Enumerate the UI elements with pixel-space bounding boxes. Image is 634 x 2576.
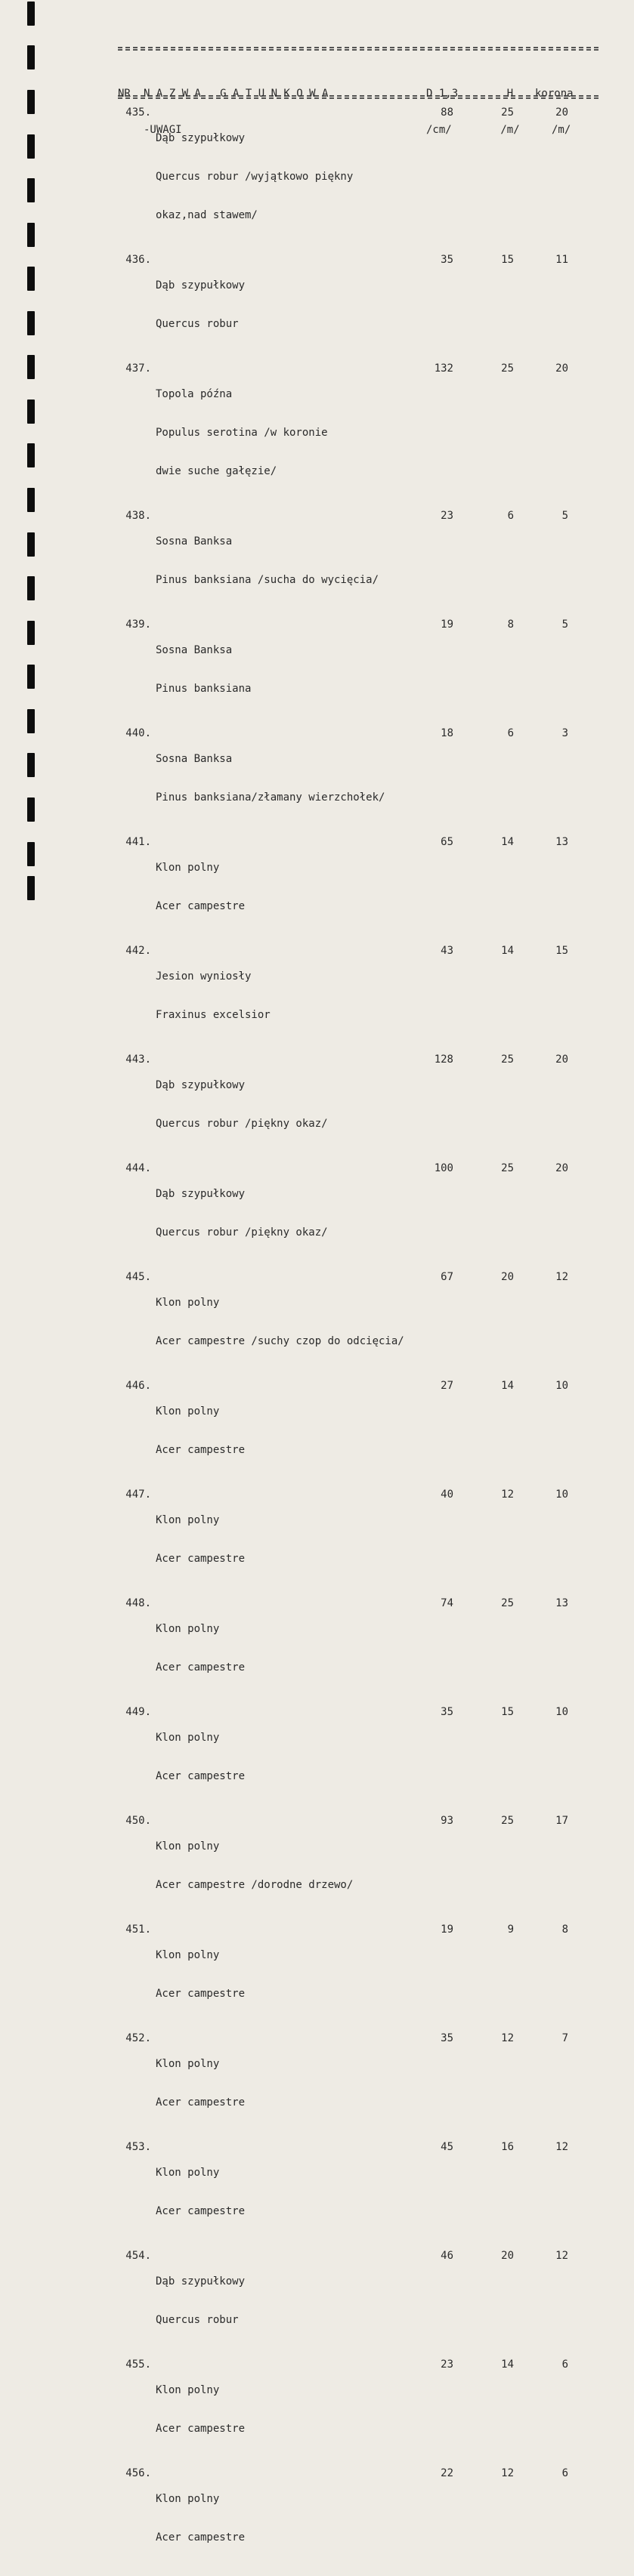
table-row bbox=[113, 1162, 612, 1265]
table-row bbox=[113, 1706, 612, 1809]
row-height: 20 bbox=[501, 2250, 514, 2262]
row-number: 451. bbox=[125, 1924, 151, 1936]
row-crown: 12 bbox=[555, 2250, 568, 2262]
column-header-nr bbox=[118, 63, 131, 112]
row-crown: 6 bbox=[561, 2359, 568, 2371]
row-number: 454. bbox=[125, 2250, 151, 2262]
species-latin-name: Quercus robur /piękny okaz/ bbox=[156, 1226, 328, 1239]
row-crown: 12 bbox=[555, 1271, 568, 1283]
row-crown: 10 bbox=[555, 1489, 568, 1501]
header-diameter-label: D 1,3 bbox=[426, 88, 459, 100]
row-crown: 17 bbox=[555, 1815, 568, 1827]
species-latin-name: Acer campestre bbox=[156, 2423, 246, 2435]
tree-inventory-table bbox=[113, 106, 612, 2576]
row-height: 14 bbox=[501, 1380, 514, 1392]
species-latin-name: Acer campestre bbox=[156, 2096, 246, 2109]
species-latin-name: Fraxinus excelsior bbox=[156, 1009, 271, 1021]
row-number: 450. bbox=[125, 1815, 151, 1827]
row-number: 456. bbox=[125, 2467, 151, 2479]
species-latin-name: Pinus banksiana bbox=[156, 683, 252, 695]
row-diameter: 128 bbox=[434, 1054, 453, 1066]
row-crown: 13 bbox=[555, 1597, 568, 1609]
row-height: 16 bbox=[501, 2141, 514, 2153]
row-number: 440. bbox=[125, 727, 151, 739]
row-species bbox=[156, 1489, 612, 1591]
binding-hole bbox=[27, 532, 35, 557]
row-crown: 13 bbox=[555, 836, 568, 848]
table-row bbox=[113, 836, 612, 939]
row-crown: 20 bbox=[555, 1162, 568, 1174]
header-crown-label: korona bbox=[535, 88, 574, 100]
species-common-name: Klon polny bbox=[156, 2493, 220, 2505]
row-diameter: 35 bbox=[441, 1706, 453, 1718]
species-latin-name: Pinus banksiana /sucha do wycięcia/ bbox=[156, 574, 379, 586]
row-height: 25 bbox=[501, 362, 514, 375]
row-species bbox=[156, 1924, 612, 2026]
row-height: 12 bbox=[501, 1489, 514, 1501]
row-diameter: 46 bbox=[441, 2250, 453, 2262]
binding-hole bbox=[27, 355, 35, 379]
row-height: 8 bbox=[507, 619, 514, 631]
row-height: 15 bbox=[501, 254, 514, 266]
header-remarks-label: -UWAGI bbox=[144, 124, 182, 136]
row-species bbox=[156, 2032, 612, 2135]
species-latin-name: Quercus robur bbox=[156, 318, 239, 330]
row-diameter: 35 bbox=[441, 2032, 453, 2044]
table-row bbox=[113, 254, 612, 356]
row-diameter: 19 bbox=[441, 1924, 453, 1936]
row-species bbox=[156, 1706, 612, 1809]
species-remarks: okaz,nad stawem/ bbox=[156, 209, 258, 221]
row-diameter: 22 bbox=[441, 2467, 453, 2479]
binding-hole bbox=[27, 90, 35, 114]
row-species bbox=[156, 362, 612, 504]
binding-hole bbox=[27, 400, 35, 424]
row-diameter: 40 bbox=[441, 1489, 453, 1501]
row-crown: 7 bbox=[561, 2032, 568, 2044]
row-height: 14 bbox=[501, 836, 514, 848]
binding-hole bbox=[27, 45, 35, 69]
species-common-name: Klon polny bbox=[156, 1297, 220, 1309]
species-common-name: Klon polny bbox=[156, 2167, 220, 2179]
table-row bbox=[113, 2250, 612, 2352]
row-crown: 10 bbox=[555, 1380, 568, 1392]
species-latin-name: Quercus robur /wyjątkowo piękny bbox=[156, 171, 354, 183]
binding-hole bbox=[27, 178, 35, 202]
row-species bbox=[156, 619, 612, 721]
row-diameter: 74 bbox=[441, 1597, 453, 1609]
row-crown: 20 bbox=[555, 362, 568, 375]
row-crown: 20 bbox=[555, 106, 568, 119]
table-row bbox=[113, 945, 612, 1047]
species-common-name: Topola późna bbox=[156, 388, 233, 400]
species-latin-name: Populus serotina /w koronie bbox=[156, 427, 328, 439]
table-row bbox=[113, 619, 612, 721]
table-row bbox=[113, 1597, 612, 1700]
row-crown: 5 bbox=[561, 510, 568, 522]
header-height-label: H bbox=[506, 88, 514, 100]
row-height: 25 bbox=[501, 1815, 514, 1827]
row-number: 437. bbox=[125, 362, 151, 375]
row-number: 455. bbox=[125, 2359, 151, 2371]
species-common-name: Dąb szypułkowy bbox=[156, 2275, 246, 2288]
row-height: 25 bbox=[501, 1162, 514, 1174]
species-remarks: dwie suche gałęzie/ bbox=[156, 465, 277, 477]
row-diameter: 23 bbox=[441, 2359, 453, 2371]
table-row bbox=[113, 2467, 612, 2570]
species-common-name: Dąb szypułkowy bbox=[156, 1188, 246, 1200]
header-bottom-rule bbox=[118, 95, 598, 99]
row-species bbox=[156, 945, 612, 1047]
table-row bbox=[113, 106, 612, 248]
row-number: 438. bbox=[125, 510, 151, 522]
header-top-rule bbox=[118, 47, 598, 51]
species-latin-name: Acer campestre bbox=[156, 1661, 246, 1674]
row-height: 25 bbox=[501, 106, 514, 119]
binding-holes bbox=[27, 0, 35, 905]
row-diameter: 67 bbox=[441, 1271, 453, 1283]
species-latin-name: Quercus robur bbox=[156, 2314, 239, 2326]
row-diameter: 27 bbox=[441, 1380, 453, 1392]
binding-hole bbox=[27, 223, 35, 247]
species-latin-name: Acer campestre bbox=[156, 1770, 246, 1782]
row-number: 435. bbox=[125, 106, 151, 119]
row-height: 25 bbox=[501, 1597, 514, 1609]
species-common-name: Dąb szypułkowy bbox=[156, 1079, 246, 1091]
row-height: 15 bbox=[501, 1706, 514, 1718]
species-latin-name: Acer campestre bbox=[156, 2205, 246, 2217]
table-row bbox=[113, 1815, 612, 1917]
binding-hole bbox=[27, 2, 35, 26]
row-crown: 12 bbox=[555, 2141, 568, 2153]
row-species bbox=[156, 1271, 612, 1374]
species-common-name: Klon polny bbox=[156, 1514, 220, 1526]
row-species bbox=[156, 1597, 612, 1700]
row-height: 14 bbox=[501, 2359, 514, 2371]
binding-hole bbox=[27, 134, 35, 159]
row-diameter: 65 bbox=[441, 836, 453, 848]
binding-hole bbox=[27, 797, 35, 822]
row-species bbox=[156, 2141, 612, 2244]
header-name-label: N A Z W A G A T U N K O W A bbox=[144, 88, 329, 100]
row-diameter: 88 bbox=[441, 106, 453, 119]
binding-hole bbox=[27, 876, 35, 900]
row-height: 12 bbox=[501, 2467, 514, 2479]
table-row bbox=[113, 1380, 612, 1482]
row-species bbox=[156, 1380, 612, 1482]
row-diameter: 18 bbox=[441, 727, 453, 739]
species-latin-name: Acer campestre bbox=[156, 1444, 246, 1456]
row-species bbox=[156, 727, 612, 830]
species-latin-name: Acer campestre /dorodne drzewo/ bbox=[156, 1879, 354, 1891]
species-common-name: Klon polny bbox=[156, 862, 220, 874]
row-crown: 6 bbox=[561, 2467, 568, 2479]
row-diameter: 93 bbox=[441, 1815, 453, 1827]
row-number: 445. bbox=[125, 1271, 151, 1283]
table-row bbox=[113, 2359, 612, 2461]
binding-hole bbox=[27, 621, 35, 645]
species-latin-name: Pinus banksiana/złamany wierzchołek/ bbox=[156, 791, 385, 804]
row-height: 6 bbox=[507, 510, 514, 522]
row-crown: 20 bbox=[555, 1054, 568, 1066]
row-height: 25 bbox=[501, 1054, 514, 1066]
row-diameter: 23 bbox=[441, 510, 453, 522]
species-common-name: Jesion wyniosły bbox=[156, 970, 252, 983]
species-common-name: Dąb szypułkowy bbox=[156, 279, 246, 292]
row-crown: 8 bbox=[561, 1924, 568, 1936]
species-common-name: Klon polny bbox=[156, 2384, 220, 2396]
species-latin-name: Quercus robur /piękny okaz/ bbox=[156, 1118, 328, 1130]
table-row bbox=[113, 1271, 612, 1374]
binding-hole bbox=[27, 665, 35, 689]
row-species bbox=[156, 1815, 612, 1917]
table-row bbox=[113, 1924, 612, 2026]
row-height: 6 bbox=[507, 727, 514, 739]
binding-hole bbox=[27, 709, 35, 733]
header-nr-label: NR bbox=[118, 88, 131, 100]
species-common-name: Sosna Banksa bbox=[156, 535, 233, 548]
row-number: 447. bbox=[125, 1489, 151, 1501]
species-common-name: Klon polny bbox=[156, 2058, 220, 2070]
row-species bbox=[156, 2467, 612, 2570]
binding-hole bbox=[27, 842, 35, 866]
header-diameter-unit: /cm/ bbox=[426, 124, 452, 136]
species-common-name: Dąb szypułkowy bbox=[156, 132, 246, 144]
table-row bbox=[113, 2032, 612, 2135]
binding-hole bbox=[27, 443, 35, 467]
row-number: 452. bbox=[125, 2032, 151, 2044]
row-height: 9 bbox=[507, 1924, 514, 1936]
binding-hole bbox=[27, 753, 35, 777]
binding-hole bbox=[27, 488, 35, 512]
species-latin-name: Acer campestre bbox=[156, 900, 246, 912]
species-latin-name: Acer campestre bbox=[156, 2531, 246, 2544]
header-crown-unit: /m/ bbox=[552, 124, 571, 136]
row-species bbox=[156, 1162, 612, 1265]
row-number: 442. bbox=[125, 945, 151, 957]
table-row bbox=[113, 1054, 612, 1156]
row-diameter: 45 bbox=[441, 2141, 453, 2153]
row-height: 20 bbox=[501, 1271, 514, 1283]
table-row bbox=[113, 362, 612, 504]
table-row bbox=[113, 2141, 612, 2244]
table-row bbox=[113, 510, 612, 612]
species-common-name: Klon polny bbox=[156, 1949, 220, 1961]
row-species bbox=[156, 1054, 612, 1156]
table-row bbox=[113, 727, 612, 830]
species-common-name: Sosna Banksa bbox=[156, 644, 233, 656]
species-common-name: Klon polny bbox=[156, 1623, 220, 1635]
row-species bbox=[156, 106, 612, 248]
row-crown: 10 bbox=[555, 1706, 568, 1718]
row-diameter: 100 bbox=[434, 1162, 453, 1174]
row-number: 446. bbox=[125, 1380, 151, 1392]
row-crown: 3 bbox=[561, 727, 568, 739]
row-crown: 11 bbox=[555, 254, 568, 266]
row-species bbox=[156, 2359, 612, 2461]
row-diameter: 35 bbox=[441, 254, 453, 266]
species-latin-name: Acer campestre /suchy czop do odcięcia/ bbox=[156, 1335, 404, 1347]
row-species bbox=[156, 254, 612, 356]
row-height: 12 bbox=[501, 2032, 514, 2044]
row-number: 441. bbox=[125, 836, 151, 848]
binding-hole bbox=[27, 267, 35, 291]
row-number: 436. bbox=[125, 254, 151, 266]
species-common-name: Klon polny bbox=[156, 1405, 220, 1418]
row-crown: 15 bbox=[555, 945, 568, 957]
species-latin-name: Acer campestre bbox=[156, 1988, 246, 2000]
binding-hole bbox=[27, 576, 35, 600]
row-number: 453. bbox=[125, 2141, 151, 2153]
row-diameter: 43 bbox=[441, 945, 453, 957]
table-row bbox=[113, 1489, 612, 1591]
species-common-name: Sosna Banksa bbox=[156, 753, 233, 765]
binding-hole bbox=[27, 311, 35, 335]
row-number: 439. bbox=[125, 619, 151, 631]
row-species bbox=[156, 510, 612, 612]
row-diameter: 132 bbox=[434, 362, 453, 375]
row-species bbox=[156, 836, 612, 939]
species-latin-name: Acer campestre bbox=[156, 1553, 246, 1565]
row-species bbox=[156, 2250, 612, 2352]
row-number: 443. bbox=[125, 1054, 151, 1066]
row-crown: 5 bbox=[561, 619, 568, 631]
row-number: 448. bbox=[125, 1597, 151, 1609]
row-diameter: 19 bbox=[441, 619, 453, 631]
row-number: 444. bbox=[125, 1162, 151, 1174]
species-common-name: Klon polny bbox=[156, 1732, 220, 1744]
header-height-unit: /m/ bbox=[500, 124, 520, 136]
row-height: 14 bbox=[501, 945, 514, 957]
row-number: 449. bbox=[125, 1706, 151, 1718]
species-common-name: Klon polny bbox=[156, 1840, 220, 1853]
